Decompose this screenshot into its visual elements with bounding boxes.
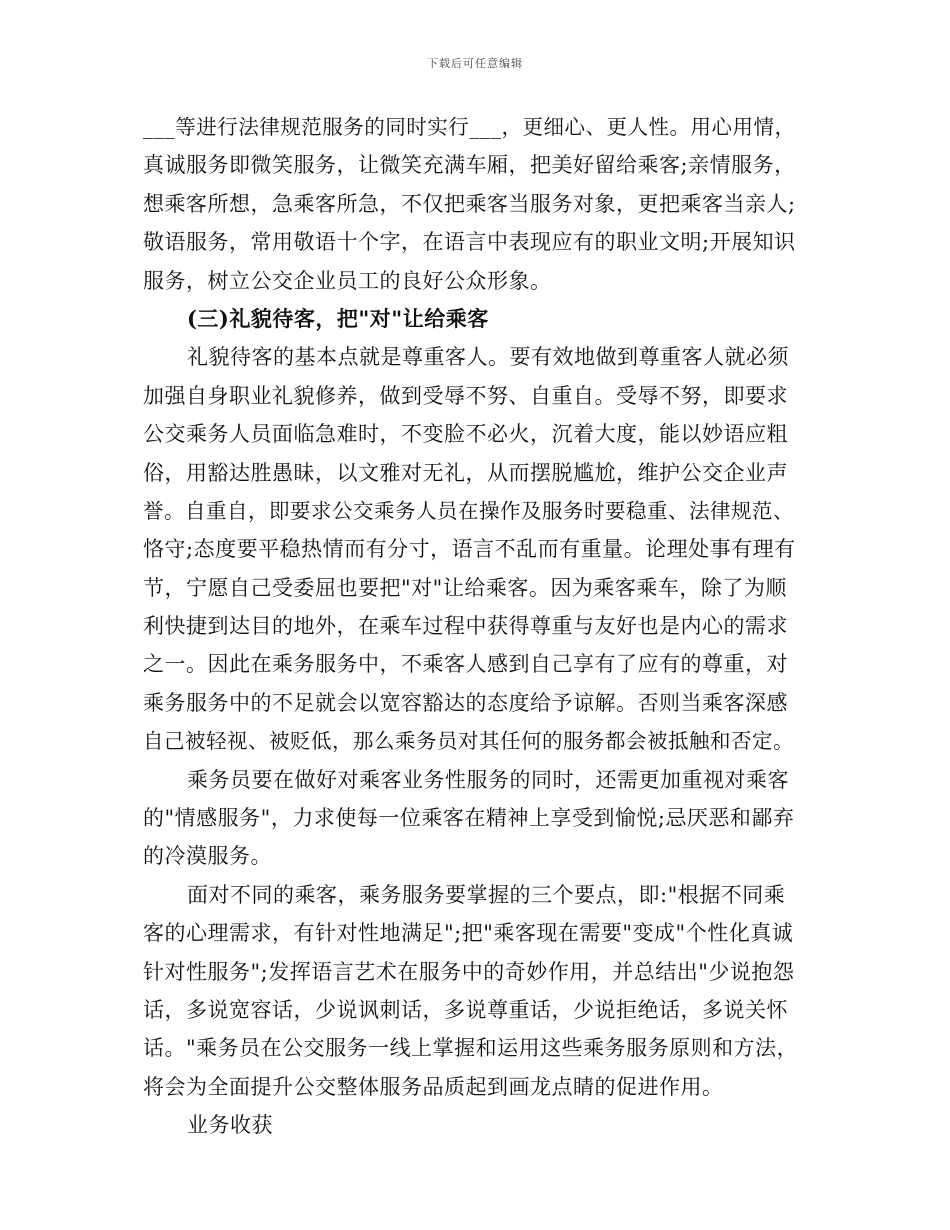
text-line: 业务收获 <box>187 1113 273 1138</box>
text-line: 针对性服务";发挥语言艺术在服务中的奇妙作用，并总结出"少说抱怨 <box>143 959 795 984</box>
text-line: 公交乘务人员面临急难时，不变脸不必火，沉着大度，能以妙语应粗 <box>143 422 788 447</box>
text-line: 服务，树立公交企业员工的良好公众形象。 <box>143 268 552 293</box>
text-line: 俗，用豁达胜愚昧，以文雅对无礼，从而摆脱尴尬，维护公交企业声 <box>143 460 788 485</box>
paragraph <box>143 876 807 1106</box>
paragraph <box>143 108 807 300</box>
text-line: 礼貌待客的基本点就是尊重客人。要有效地做到尊重客人就必须 <box>187 345 789 370</box>
text-line: 话，多说宽容话，少说讽刺话，多说尊重话，少说拒绝话，多说关怀 <box>143 997 788 1022</box>
text-line: 的"情感服务"，力求使每一位乘客在精神上享受到愉悦;忌厌恶和鄙弃 <box>143 806 795 831</box>
text-line: (三)礼貌待客，把"对"让给乘客 <box>187 305 489 331</box>
section-heading <box>143 300 807 338</box>
text-line: 节，宁愿自己受委屈也要把"对"让给乘客。因为乘客乘车，除了为顺 <box>143 575 787 600</box>
text-line: 敬语服务，常用敬语十个字，在语言中表现应有的职业文明;开展知识 <box>143 230 796 255</box>
text-line: 加强自身职业礼貌修养，做到受辱不努、自重自。受辱不努，即要求 <box>143 383 788 408</box>
text-line: 恪守;态度要平稳热情而有分寸，语言不乱而有重量。论理处事有理有 <box>143 537 796 562</box>
page-header: 下载后可任意编辑 <box>427 57 523 70</box>
text-line: 客的心理需求，有针对性地满足";把"乘客现在需要"变成"个性化真诚 <box>143 921 794 946</box>
text-line: 之一。因此在乘务服务中，不乘客人感到自己享有了应有的尊重，对 <box>143 652 788 677</box>
text-line: 自己被轻视、被贬低，那么乘务员对其任何的服务都会被抵触和否定。 <box>143 729 794 754</box>
text-line: 誉。自重自，即要求公交乘务人员在操作及服务时要稳重、法律规范、 <box>143 498 794 523</box>
document-body <box>143 108 807 1145</box>
text-line: 将会为全面提升公交整体服务品质起到画龙点睛的促进作用。 <box>143 1074 724 1099</box>
paragraph <box>143 761 807 876</box>
text-line: 话。"乘务员在公交服务一线上掌握和运用这些乘务服务原则和方法， <box>143 1036 799 1061</box>
text-line: 乘务服务中的不足就会以宽容豁达的态度给予谅解。否则当乘客深感 <box>143 690 788 715</box>
paragraph <box>143 1106 807 1144</box>
text-line: 的冷漠服务。 <box>143 844 272 869</box>
paragraph <box>143 338 807 760</box>
text-line: 面对不同的乘客，乘务服务要掌握的三个要点，即:"根据不同乘 <box>187 882 786 907</box>
text-line: 想乘客所想，急乘客所急，不仅把乘客当服务对象，更把乘客当亲人; <box>143 191 796 216</box>
text-line: 真诚服务即微笑服务，让微笑充满车厢，把美好留给乘客;亲情服务， <box>143 153 796 178</box>
text-line: 利快捷到达目的地外，在乘车过程中获得尊重与友好也是内心的需求 <box>143 614 788 639</box>
text-line: 乘务员要在做好对乘客业务性服务的同时，还需更加重视对乘客 <box>187 767 789 792</box>
text-line: ___等进行法律规范服务的同时实行___，更细心、更人性。用心用情， <box>143 115 796 139</box>
